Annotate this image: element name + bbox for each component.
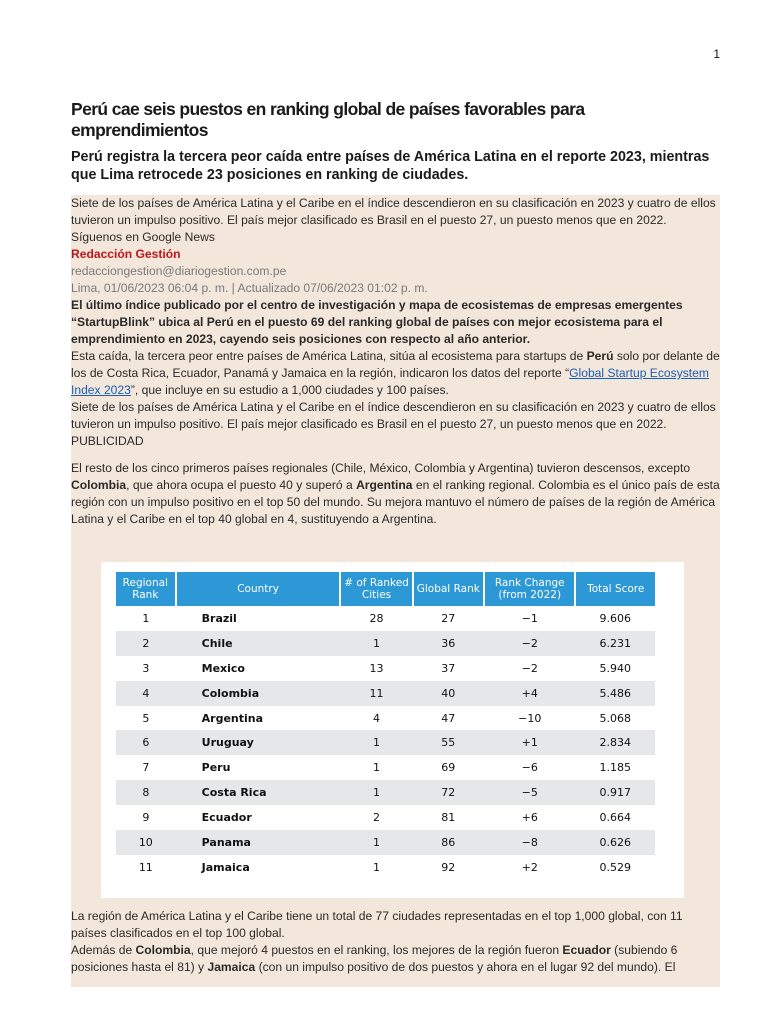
cell-country: Colombia <box>176 681 341 706</box>
cell-regional-rank: 11 <box>138 860 153 874</box>
cell-country: Jamaica <box>201 860 250 874</box>
text: (con un impulso positivo de dos puestos y ahora en el lugar 92 del mundo). El <box>255 960 676 974</box>
cell-total-score: 0.529 <box>599 860 631 874</box>
cell-country: Ecuador <box>201 811 252 825</box>
cell-global-rank: 27 <box>441 611 456 625</box>
cell-total-score: 0.626 <box>575 830 655 855</box>
cell-total-score: 5.940 <box>599 661 631 675</box>
cell-rank-change: +4 <box>484 681 575 706</box>
column-header-country: Country <box>176 572 341 606</box>
cell-global-rank: 92 <box>441 860 456 874</box>
cell-total-score: 0.664 <box>599 811 631 825</box>
author-email[interactable]: redacciongestion@diariogestion.com.pe <box>71 264 287 278</box>
text-bold: Colombia <box>135 943 191 957</box>
subheadline: Perú registra la tercera peor caída entre países de América Latina en el reporte 2023, mientras que Lima retrocede 23 posiciones en ranking de ciudades. <box>71 149 710 183</box>
table-row <box>116 681 655 706</box>
cell-total-score: 5.068 <box>599 711 631 725</box>
cell-rank-change: +2 <box>521 860 538 874</box>
lead-paragraph: El último índice publicado por el centro de investigación y mapa de ecosistemas de empresas emergentes “StartupBlink” ubica al Perú en el puesto 69 del ranking global de países con mejor ecosistema para el emprendimiento en 2023, cayendo seis posiciones con respecto al año anterior. <box>71 298 683 346</box>
column-header-rank-change: Rank Change (from 2022) <box>484 572 575 606</box>
cell-country: Mexico <box>201 661 245 675</box>
table-row <box>116 706 655 731</box>
cell-rank-change: −10 <box>518 711 542 725</box>
cell-total-score: 9.606 <box>599 611 631 625</box>
cell-rank-change: −2 <box>484 631 575 656</box>
column-header-regional-rank: Regional Rank <box>116 572 176 606</box>
cell-total-score: 6.231 <box>575 631 655 656</box>
cell-regional-rank: 3 <box>142 661 150 675</box>
text: ”, que incluye en su estudio a 1,000 ciudades y 100 países. <box>130 383 449 397</box>
cell-global-rank: 36 <box>413 631 484 656</box>
column-header-ranked-cities: # of Ranked Cities <box>340 572 412 606</box>
cell-country: Costa Rica <box>176 780 341 805</box>
table-row <box>116 855 655 880</box>
column-header-global-rank: Global Rank <box>413 572 484 606</box>
cell-regional-rank: 5 <box>142 711 150 725</box>
paragraph-3 <box>71 460 720 528</box>
publicidad-label: PUBLICIDAD <box>71 434 144 448</box>
headline: Perú cae seis puestos en ranking global de países favorables para emprendimientos <box>71 99 585 140</box>
article-body <box>71 195 720 987</box>
table-row <box>116 631 655 656</box>
cell-regional-rank: 8 <box>116 780 176 805</box>
table-row <box>116 730 655 755</box>
cell-global-rank: 37 <box>441 661 456 675</box>
cell-ranked-cities: 1 <box>373 860 381 874</box>
cell-ranked-cities: 4 <box>373 711 381 725</box>
cell-ranked-cities: 1 <box>340 631 412 656</box>
cell-rank-change: +6 <box>521 811 538 825</box>
text-bold: Perú <box>586 349 614 363</box>
text: en el ranking regional. Colombia es el único país de esta región con un impulso positivo en el top 50 del mundo. Su mejora mantuvo el número de países de la región de América Latina y el Caribe en el top 40 global en 4, sustituyendo a Argentina. <box>71 478 720 526</box>
table-row <box>116 606 655 631</box>
text: El resto de los cinco primeros países regionales (Chile, México, Colombia y Argentina) tuvieron descensos, excepto <box>71 461 691 475</box>
cell-total-score: 2.834 <box>575 730 655 755</box>
table-body <box>116 606 655 880</box>
text: solo por delante de los de Costa Rica, Ecuador, Panamá y Jamaica en la región, indicaron los datos del reporte “ <box>71 349 720 380</box>
cell-global-rank: 55 <box>413 730 484 755</box>
text: , que ahora ocupa el puesto 40 y superó a <box>126 478 357 492</box>
paragraph-5 <box>71 942 720 976</box>
cell-country: Argentina <box>201 711 264 725</box>
cell-rank-change: −1 <box>521 611 538 625</box>
cell-regional-rank: 10 <box>116 830 176 855</box>
cell-regional-rank: 9 <box>142 811 150 825</box>
google-news-link[interactable]: Síguenos en Google News <box>71 230 215 244</box>
cell-rank-change: −5 <box>484 780 575 805</box>
cell-rank-change: +1 <box>484 730 575 755</box>
table-row <box>116 755 655 780</box>
cell-global-rank: 69 <box>441 761 456 775</box>
cell-regional-rank: 7 <box>142 761 150 775</box>
text-bold: Colombia <box>71 478 127 492</box>
cell-total-score: 5.486 <box>575 681 655 706</box>
paragraph-2: Siete de los países de América Latina y el Caribe en el índice descendieron en su clasificación en 2023 y cuatro de ellos tuvieron un impulso positivo. El país mejor clasificado es Brasil en el puesto 27, un puesto menos que en 2022. <box>71 400 716 431</box>
column-header-total-score: Total Score <box>575 572 655 606</box>
text-bold: Jamaica <box>207 960 256 974</box>
cell-ranked-cities: 2 <box>373 811 381 825</box>
cell-global-rank: 40 <box>413 681 484 706</box>
cell-total-score: 1.185 <box>599 761 631 775</box>
text: Esta caída, la tercera peor entre países de América Latina, sitúa al ecosistema para startups de <box>71 349 587 363</box>
cell-rank-change: −8 <box>484 830 575 855</box>
paragraph-1 <box>71 348 720 399</box>
cell-global-rank: 86 <box>413 830 484 855</box>
author-name[interactable]: Redacción Gestión <box>71 247 181 261</box>
cell-country: Uruguay <box>176 730 341 755</box>
intro-paragraph: Siete de los países de América Latina y el Caribe en el índice descendieron en su clasificación en 2023 y cuatro de ellos tuvieron un impulso positivo. El país mejor clasificado es Brasil en el puesto 27, un puesto menos que en 2022. <box>71 196 716 227</box>
text: Además de <box>71 943 136 957</box>
cell-global-rank: 47 <box>441 711 456 725</box>
cell-ranked-cities: 1 <box>340 830 412 855</box>
cell-ranked-cities: 1 <box>373 761 381 775</box>
cell-rank-change: −6 <box>521 761 538 775</box>
ranking-table <box>116 572 655 880</box>
cell-ranked-cities: 11 <box>340 681 412 706</box>
cell-country: Panama <box>176 830 341 855</box>
table-header-row <box>116 572 655 606</box>
cell-global-rank: 81 <box>441 811 456 825</box>
cell-ranked-cities: 1 <box>340 780 412 805</box>
text-bold: Argentina <box>356 478 413 492</box>
page-number: 1 <box>713 47 720 61</box>
table-row <box>116 780 655 805</box>
cell-country: Chile <box>176 631 341 656</box>
cell-regional-rank: 2 <box>116 631 176 656</box>
text: , que mejoró 4 puestos en el ranking, los mejores de la región fueron <box>190 943 563 957</box>
cell-country: Brazil <box>201 611 237 625</box>
cell-regional-rank: 4 <box>116 681 176 706</box>
table-row <box>116 805 655 830</box>
cell-regional-rank: 1 <box>142 611 150 625</box>
cell-ranked-cities: 28 <box>369 611 384 625</box>
table-row <box>116 830 655 855</box>
paragraph-4: La región de América Latina y el Caribe tiene un total de 77 ciudades representadas en el top 1,000 global, con 11 países clasificados en el top 100 global. <box>71 909 683 940</box>
cell-total-score: 0.917 <box>575 780 655 805</box>
cell-rank-change: −2 <box>521 661 538 675</box>
cell-regional-rank: 6 <box>116 730 176 755</box>
cell-ranked-cities: 1 <box>340 730 412 755</box>
cell-global-rank: 72 <box>413 780 484 805</box>
ranking-table-figure <box>101 562 684 898</box>
report-link[interactable]: Global Startup Ecosystem Index 2023 <box>71 366 709 397</box>
text-bold: Ecuador <box>562 943 611 957</box>
dateline: Lima, 01/06/2023 06:04 p. m. | Actualizado 07/06/2023 01:02 p. m. <box>71 281 428 295</box>
cell-country: Peru <box>201 761 231 775</box>
cell-ranked-cities: 13 <box>369 661 384 675</box>
text: (subiendo 6 posiciones hasta el 81) y <box>71 943 678 974</box>
table-row <box>116 656 655 681</box>
